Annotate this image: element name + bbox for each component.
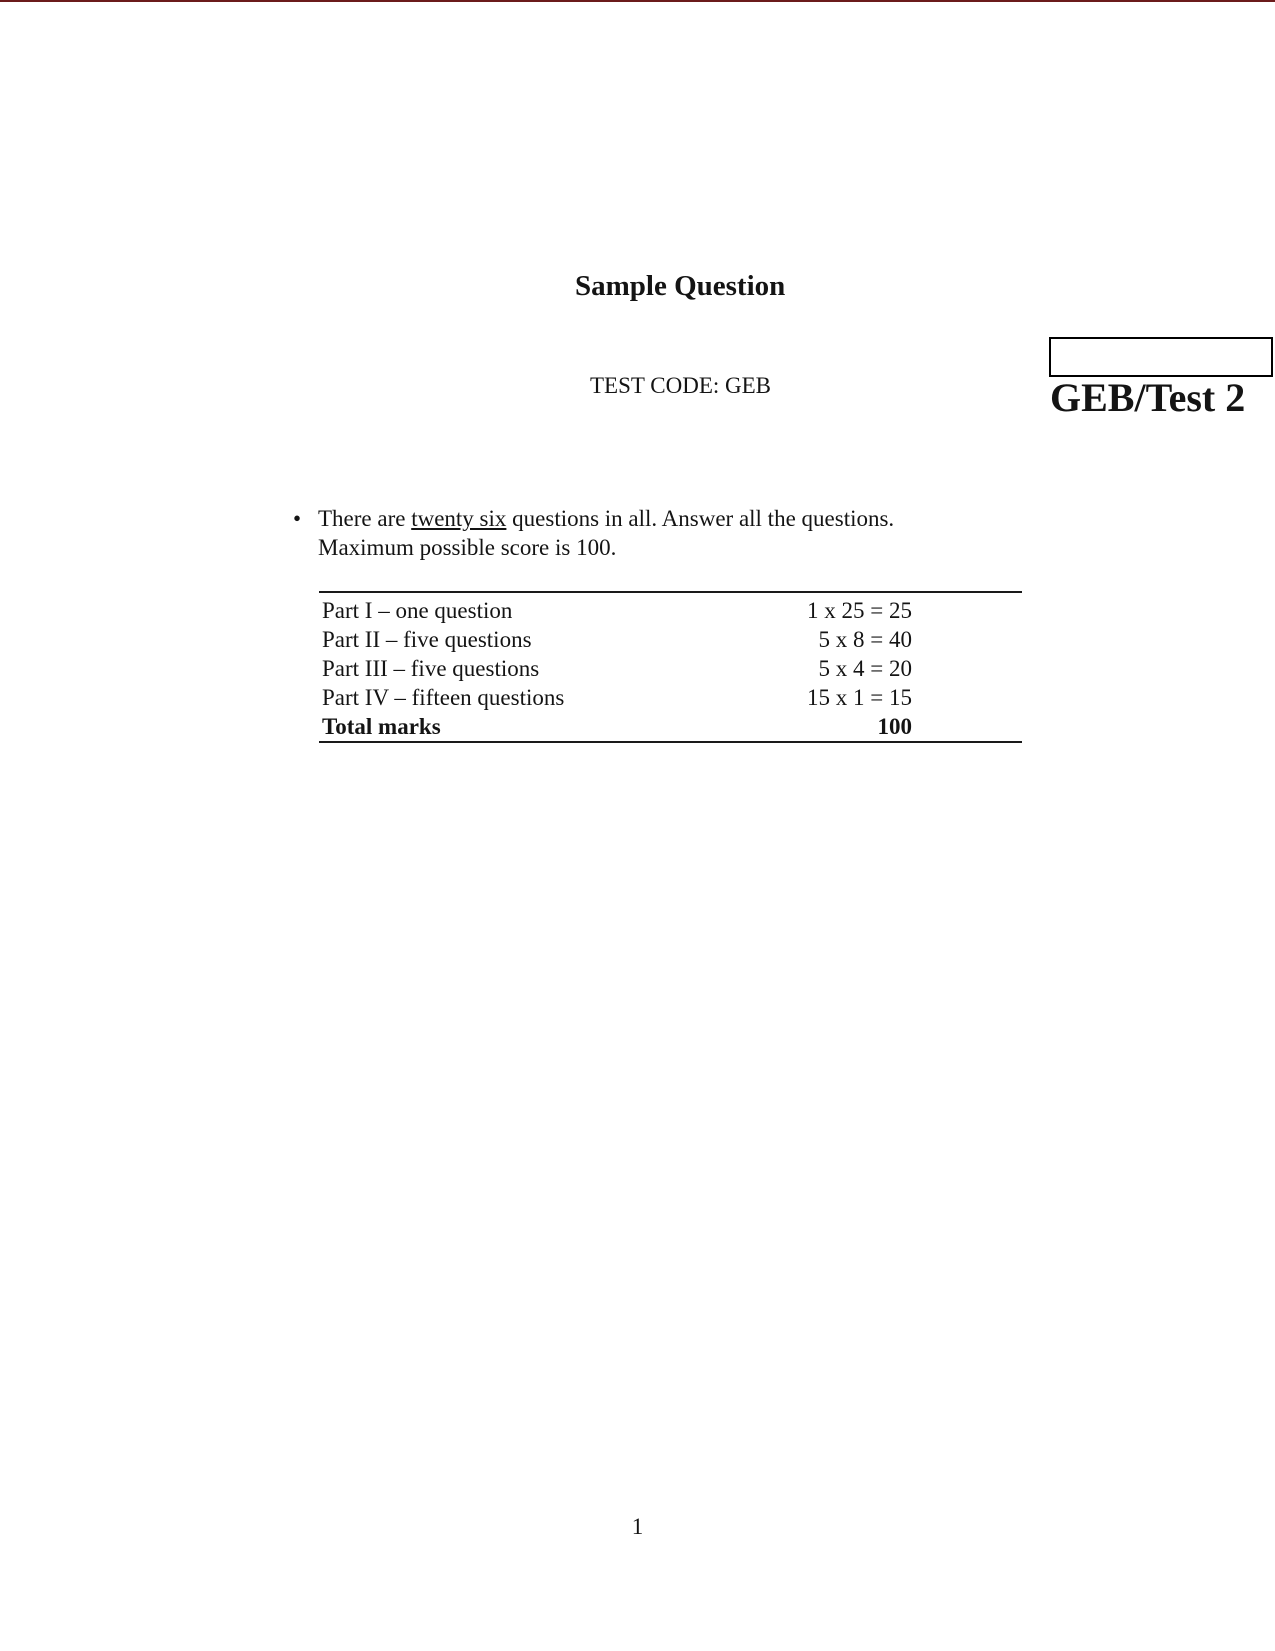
row-value: 5 x 4 = 20 — [818, 656, 912, 681]
instructions-line-2: Maximum possible score is 100. — [318, 535, 617, 560]
total-value: 100 — [877, 714, 912, 739]
total-label: Total marks — [322, 714, 441, 739]
instructions-text — [318, 504, 918, 562]
table-total-row — [319, 712, 1022, 741]
marks-table — [319, 591, 1022, 743]
table-row — [319, 683, 1022, 712]
test-code-text: TEST CODE: GEB — [590, 373, 772, 398]
page-title: Sample Question — [575, 270, 786, 303]
instructions-line1-before: There are — [318, 506, 412, 531]
table-row — [319, 625, 1022, 654]
page-top-edge-bar — [0, 0, 1275, 2]
row-label: Part I – one question — [322, 598, 513, 623]
row-label: Part IV – fifteen questions — [322, 685, 565, 710]
instructions-bullet-item — [293, 504, 918, 562]
test-code-box — [1049, 337, 1273, 377]
table-row — [319, 654, 1022, 683]
test-code-box-label: GEB/Test 2 — [1050, 375, 1246, 420]
table-row — [319, 596, 1022, 625]
row-label: Part II – five questions — [322, 627, 532, 652]
row-value: 5 x 8 = 40 — [818, 627, 912, 652]
row-value: 15 x 1 = 15 — [807, 685, 912, 710]
instructions-line1-after: questions in all. Answer all the questions. — [506, 506, 895, 531]
bullet-icon: • — [293, 506, 302, 531]
row-value: 1 x 25 = 25 — [807, 598, 912, 623]
row-label: Part III – five questions — [322, 656, 540, 681]
instructions-underlined-text: twenty six — [411, 506, 507, 531]
page-number: 1 — [631, 1514, 644, 1539]
instructions-line-1 — [318, 504, 918, 533]
